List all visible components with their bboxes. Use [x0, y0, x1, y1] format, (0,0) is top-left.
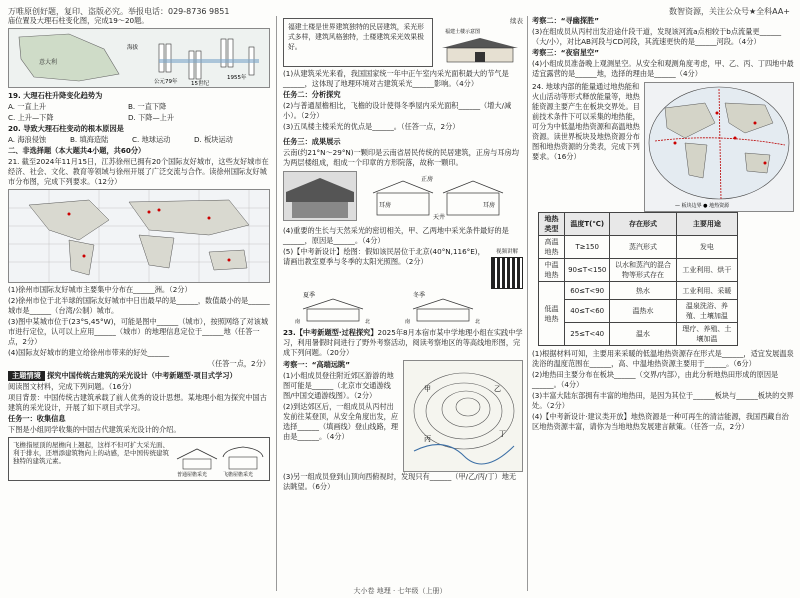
q22-body: 阅读图文材料，完成下列问题。（16分） — [8, 382, 136, 391]
roof-label-normal: 普通屋檐采光 — [177, 472, 208, 477]
q23-sub-2: (2)到达郊区后，一组成员从丙村出发前往某登顶，从安全角度出发，应选择______（填画线）登山线路，理由是______。（4分） — [283, 402, 399, 441]
marble-pillar-figure — [8, 28, 270, 88]
season-winter: 冬季 — [413, 292, 426, 299]
plate-map-drawing — [645, 83, 793, 211]
task-two: 任务二：分析探究 — [283, 90, 341, 99]
tulou-illustration — [437, 26, 523, 66]
q19-option-d[interactable]: D. 下降—上升 — [128, 113, 175, 122]
c2-q5: (5)【中考新设计】绘图：假如该民居位于北京(40°N,116°E)，请画出教室夏季与冬季的太阳光照图。（2分） — [283, 247, 485, 266]
table-cell: 以水和蒸汽的混合物等形式存在 — [610, 259, 676, 282]
table-row — [539, 300, 738, 323]
theme-tag: 主题情境 — [8, 371, 45, 381]
table-row — [539, 236, 738, 259]
q23-task-one: 考察一：“高端远眺” — [283, 360, 350, 369]
house-label-2: 正房 — [421, 176, 434, 183]
season-summer: 夏季 — [303, 292, 316, 299]
table-row — [539, 259, 738, 282]
table-cell: 发电 — [676, 236, 737, 259]
q19-option-b[interactable]: B. 一直下降 — [128, 102, 167, 111]
eaves-diagram — [173, 441, 265, 477]
q20-option-c[interactable]: C. 地球运动 — [132, 135, 171, 144]
continued-label: 续表 — [510, 17, 523, 25]
q21-sub-3: (3)图中某城市位于(23°S,45°W)，可能是图中______（城市），按照网络了对该城市进行定位，认可以上应用______（城市）的地理信息定位于______地（任答一点，2分） — [8, 317, 269, 346]
house-label-1: 耳房 — [379, 202, 392, 209]
question-20: 20. 导致大理石柱变动的根本原因是 — [8, 124, 124, 133]
q22-background: 项目背景：中国传统古建筑承载了前人优秀的设计思想。某地理小组为探究中国古建筑的采光设计，开展了如下项目式学习。 — [8, 393, 267, 412]
map-label-yi: 乙 — [494, 385, 501, 393]
task-three: 任务三：成果展示 — [283, 137, 341, 146]
table-cell: 高温地热 — [539, 236, 565, 259]
world-map — [9, 190, 269, 282]
table-cell: 60≤T<90 — [565, 282, 610, 300]
table-cell: 温泉洗浴、养殖、土壤加温 — [676, 300, 737, 323]
house-label-4: 耳房 — [483, 202, 496, 209]
c2-q1: (1)从建筑采光来看，我国国家统一年中正午室内采光面积最大的节气是______，这体现了地理环境对古建筑采光______影响。（4分） — [283, 69, 509, 88]
fig-label-1955: 1955年 — [227, 75, 247, 81]
table-header: 地热类型 — [539, 213, 565, 236]
map-label-jia: 甲 — [424, 385, 431, 393]
eaves-info-box — [8, 437, 270, 481]
table-cell: 理疗、养殖、土壤加温 — [676, 323, 737, 346]
eaves-note: 飞檐指屋顶的屋檐向上翘起，这样不但可扩大采光面、利于排水，还增添建筑物向上的动感，是中国传统建筑独特的建筑元素。 — [13, 441, 169, 465]
c3-q2: (4)小组成员准备晚上观测星空。从安全和观测角度考虑，甲、乙、丙、丁四地中最适宜露营的是______地，选择的理由是______（4分） — [532, 59, 794, 78]
house-label-3: 天井 — [433, 214, 446, 221]
map-label-bing: 丙 — [424, 435, 431, 443]
q23-sub-3: (3)另一组成员登到山顶向西俯视时，发现只有______（甲/乙/丙/丁）地无法眺望。（6分） — [283, 472, 517, 491]
c2-q3: (3)五凤楼主楼采光的优点是______。（任答一点，2分） — [283, 122, 460, 131]
dir-south-1: 南 — [295, 319, 301, 325]
table-cell: T≥150 — [565, 236, 610, 259]
yikeyin-diagram — [363, 171, 513, 223]
tulou-img-label: 福建土楼示意图 — [445, 29, 481, 35]
table-cell: 温热水 — [610, 300, 676, 323]
question-23: 2025年8月本宿市某中学地理小组在实践中学习，利用暑假时间进行了野外考察活动，阅读考察地区的等高线地形图，完成下列问题。（20分） — [283, 328, 523, 357]
header-right: 数智资源，关注公众号★全科AA+ — [668, 7, 790, 16]
table-cell: 90≤T<150 — [565, 259, 610, 282]
fig-label-79ad: 公元79年 — [154, 79, 178, 85]
table-cell: 温水 — [610, 323, 676, 346]
yikeyin-photo — [283, 171, 357, 221]
contour-map — [403, 360, 523, 472]
page-footer: 大小卷 地理 · 七年级（上册） — [353, 587, 447, 595]
c3-qc: (3)丰富大陆东部拥有丰富的地热田，是因为其位于______板块与______板块的交界处。（2分） — [532, 391, 794, 410]
c3-task-two: 考察二：“寻幽探胜” — [532, 16, 599, 25]
q21-sub-2: (2)徐州市位于北半球的国际友好城市中日出最早的是______，数值最小的是______城市是______（台湾/公制）城市。 — [8, 296, 270, 315]
sun-diagram — [283, 289, 521, 325]
table-cell: 40≤T<60 — [565, 300, 610, 323]
question-21: 21. 截至2024年11月15日，江苏徐州已拥有20个国际友好城市，这些友好城市在经济、社会、文化、教育等领域与徐州开展了广泛交流与合作。读徐州国际友好城市分布图，完成下列要求。（12分） — [8, 157, 269, 186]
roof-label-flying: 飞檐屋檐采光 — [223, 472, 254, 477]
tulou-note: 福建土楼是世界建筑独特的民居建筑，采光形式多样，建筑风格独特，土楼建筑采光效果极好。 — [283, 18, 433, 67]
table-cell: 工业利用、采暖 — [676, 282, 737, 300]
c3-qd: (4)【中考新设计·建议类开放】地热资源是一种可再生的清洁能源，我国西藏自治区地热资源丰富，请你为当地地热发展建言献策。（任答一点，2分） — [532, 412, 789, 431]
c2-q4: (4)重要的生长与天然采光的密切相关，甲、乙两地中采光条件最好的是______，原因是______。（4分） — [283, 226, 509, 245]
qr-label: 视频讲解 — [495, 249, 518, 255]
tulou-box — [283, 16, 523, 69]
pillar-chart — [9, 29, 271, 87]
plate-legend: — 板块边界 ● 地热资源 — [675, 203, 730, 209]
table-cell: 低温地热 — [539, 282, 565, 346]
table-cell: 热水 — [610, 282, 676, 300]
yikeyin-figures — [283, 171, 523, 223]
geothermal-table — [538, 212, 738, 346]
table-cell: 中温地热 — [539, 259, 565, 282]
world-map-figure — [8, 189, 270, 283]
task-one: 任务一：收集信息 — [8, 414, 66, 423]
fig-label-altitude: 海拔 — [127, 45, 139, 51]
table-header: 存在形式 — [610, 213, 676, 236]
column-divider — [276, 16, 277, 591]
fig-label-15c: 15世纪 — [191, 81, 209, 87]
column-left — [8, 16, 270, 483]
q22-info: 下图是小组同学收集的中国古代建筑采光设计的介绍。 — [8, 425, 181, 434]
q21-tail: （任答一点，2分） — [207, 359, 270, 368]
dir-north-2: 北 — [475, 319, 481, 325]
c2-q3b: 云南(约21°N～29°N)一颗印是云南省居民传统的民居建筑，正房与耳房均为两层楼组成，组成一个印章的方形院落，故称一颗印。 — [283, 148, 519, 167]
c2-q2: (2)与普通屋檐相比，飞檐的设计使得冬季屋内采光面积______（增大/减小）。（2分） — [283, 101, 512, 120]
column-right — [532, 16, 794, 433]
dir-south-2: 南 — [405, 319, 411, 325]
c3-task-three: 考察三：“夜宿星空” — [532, 48, 599, 57]
part-two-heading: 二、非选择题（本大题共4小题，共60分） — [8, 146, 146, 155]
question-19: 19. 大理石柱升降变化趋势为 — [8, 91, 103, 100]
question-24: 24. 地球内部的能量通过地热能和火山活动等形式释放能量等，地热能资源主要产生在板块交界处。目前技术条件下可以采集的地热能，可分为中低温地热资源和高温地热资源。读世界板块及地热资源分布图和地热资源的分类表，完成下列要求。（16分） — [532, 82, 640, 161]
q19-option-a[interactable]: A. 一直上升 — [8, 102, 47, 111]
table-cell: 25≤T<40 — [565, 323, 610, 346]
table-cell: 蒸汽形式 — [610, 236, 676, 259]
c3-qa: (1)根据材料可知，主要用来采暖的低温地热资源存在形式是______，适宜发展温泉洗浴的温度范围在______，高、中温地热资源主要用于______。（6分） — [532, 349, 794, 368]
dir-north-1: 北 — [365, 319, 371, 325]
table-header: 温度T(℃) — [565, 213, 610, 236]
question-22-title: 探究中国传统古建筑的采光设计（中考新题型·项目式学习） — [47, 371, 237, 380]
map-label-ding: 丁 — [499, 430, 506, 438]
contour-drawing — [404, 361, 522, 471]
qr-code[interactable] — [491, 257, 523, 289]
q21-sub-4: (4)国际友好城市的建立给徐州市带来的好处______ — [8, 348, 170, 357]
c3-qb: (2)地热田主要分布在板块______（交界/内部），由此分析地热田形成的原因是______。（4分） — [532, 370, 779, 389]
yikeyin-photo-drawing — [284, 172, 356, 220]
column-middle — [283, 16, 523, 493]
intro-text: 庙位置及大理石柱变化图，完成19～20题。 — [8, 16, 149, 25]
plate-map — [644, 82, 794, 212]
q20-option-b[interactable]: B. 填海造陆 — [70, 135, 109, 144]
table-row — [539, 282, 738, 300]
q19-option-c[interactable]: C. 上升—下降 — [8, 113, 54, 122]
fig-label-italy: 意大利 — [39, 59, 58, 66]
table-row — [539, 323, 738, 346]
header-left: 万唯原创好题，复印、盗版必究。举报电话：029-8736 9851 — [8, 7, 230, 16]
q20-option-d[interactable]: D. 板块运动 — [194, 135, 233, 144]
column-divider — [527, 16, 528, 591]
q23-sub-1: (1)小组成员登往附近郊区游游的地图可能是______（北京市交通游线图/中国交通游线图）。（2分） — [283, 371, 394, 400]
q20-option-a[interactable]: A. 海浪侵蚀 — [8, 135, 47, 144]
table-cell: 工业利用、烘干 — [676, 259, 737, 282]
table-header: 主要用途 — [676, 213, 737, 236]
q21-sub-1: (1)徐州市国际友好城市主要集中分布在______洲。（2分） — [8, 285, 192, 294]
c3-q1: (3)在组成员从丙村出发沿途什段干道，发现该河流a点相较于b点流量更______（大/小），对比AB河段与CD河段，其流速更快的是______河段。（4分） — [532, 27, 782, 46]
question-23-head: 23.【中考新题型·过程探究】 — [283, 328, 378, 337]
